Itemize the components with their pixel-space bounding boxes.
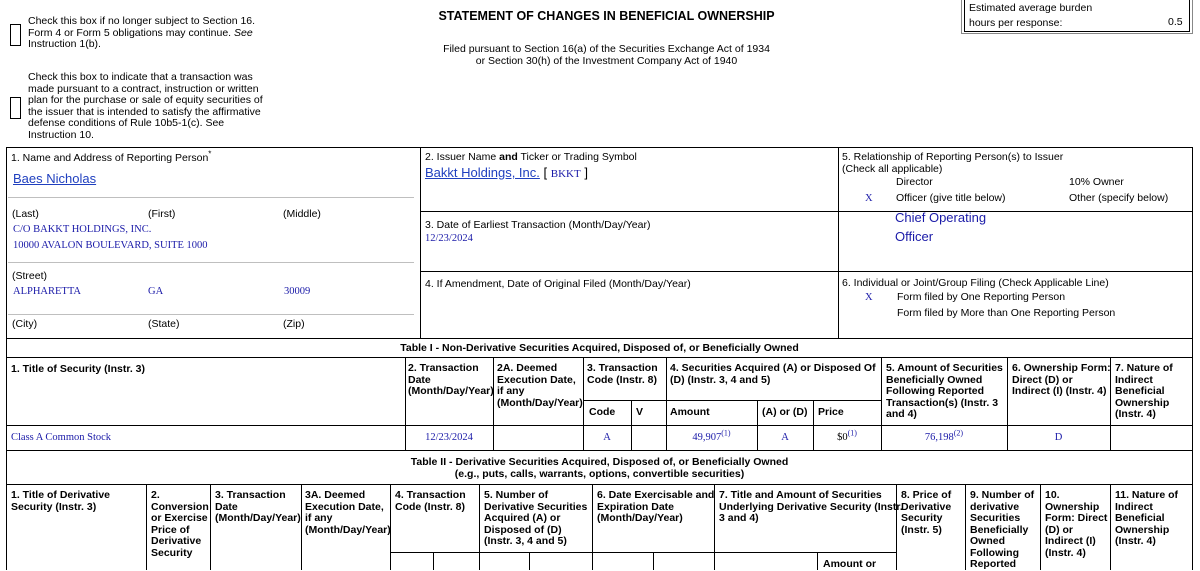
t2-col6-header: 6. Date Exercisable and Expiration Date (Month/Day/Year) bbox=[597, 489, 715, 524]
t1-col7-header: 7. Nature of Indirect Beneficial Ownership (Instr. 4) bbox=[1115, 362, 1173, 420]
section16-text: Check this box if no longer subject to Section 16. Form 4 or Form 5 obligations may continue. See Instruction 1(b). bbox=[28, 15, 256, 50]
t2-col9-header: 9. Number of derivative Securities Beneficially Owned Following Reported bbox=[970, 489, 1035, 570]
state-value: GA bbox=[148, 286, 164, 297]
first-label: (First) bbox=[148, 208, 176, 220]
one-reporting-person: Form filed by One Reporting Person bbox=[897, 291, 1066, 303]
t2-col11-header: 11. Nature of Indirect Beneficial Ownership (Instr. 4) bbox=[1115, 489, 1179, 547]
t1-sub-price: Price bbox=[818, 406, 844, 418]
officer-mark: X bbox=[865, 193, 873, 204]
rule10b5-checkbox[interactable] bbox=[10, 97, 21, 119]
t1-sub-code: Code bbox=[589, 406, 616, 418]
t2-col8-header: 8. Price of Derivative Security (Instr. 5) bbox=[901, 489, 952, 536]
box6-mark: X bbox=[865, 292, 873, 303]
state-label: (State) bbox=[148, 318, 180, 330]
last-label: (Last) bbox=[12, 208, 39, 220]
city-label: (City) bbox=[12, 318, 38, 330]
earliest-transaction-date: 12/23/2024 bbox=[425, 233, 473, 244]
zip-label: (Zip) bbox=[283, 318, 305, 330]
t2-col5-header: 5. Number of Derivative Securities Acquired (A) or Disposed of (D) (Instr. 3, 4 and 5) bbox=[484, 489, 588, 547]
box6-label: 6. Individual or Joint/Group Filing (Check Applicable Line) bbox=[842, 277, 1109, 289]
ticker-symbol: BKKT bbox=[550, 168, 581, 180]
t2-col2-header: 2. Conversion or Exercise Price of Derivative Security bbox=[151, 489, 209, 559]
t2-col3-header: 3. Transaction Date (Month/Day/Year) bbox=[215, 489, 301, 524]
table2-title: Table II - Derivative Securities Acquired, Disposed of, or Beneficially Owned (e.g., puts, calls, warrants, options, convertible securities) bbox=[410, 456, 789, 480]
ticker-close: ] bbox=[584, 165, 588, 180]
ten-pct-owner-label: 10% Owner bbox=[1069, 176, 1124, 188]
form-title: STATEMENT OF CHANGES IN BENEFICIAL OWNERSHIP bbox=[438, 9, 775, 23]
amount-value: 49,907$^{(1)}$ bbox=[692, 428, 731, 443]
price-value: $0$^{(1)}$ bbox=[837, 428, 857, 443]
t1-col2-header: 2. Transaction Date (Month/Day/Year) bbox=[408, 362, 494, 397]
t1-sub-aord: (A) or (D) bbox=[762, 406, 808, 418]
ownership-form: D bbox=[1054, 432, 1063, 443]
t2-col7-header: 7. Title and Amount of Securities Underlying Derivative Security (Instr. 3 and 4) bbox=[719, 489, 903, 524]
acquired-disposed: A bbox=[781, 432, 789, 443]
transaction-date: 12/23/2024 bbox=[425, 432, 473, 443]
t1-col1-header: 1. Title of Security (Instr. 3) bbox=[11, 363, 146, 375]
table1-title: Table I - Non-Derivative Securities Acquired, Disposed of, or Beneficially Owned bbox=[400, 342, 799, 354]
t1-col5-header: 5. Amount of Securities Beneficially Owned Following Reported Transaction(s) (Instr. 3 and 4) bbox=[886, 362, 1003, 420]
owned-following: 76,198$^{(2)}$ bbox=[924, 428, 964, 443]
filed-pursuant: Filed pursuant to Section 16(a) of the Securities Exchange Act of 1934 or Section 30(h) of the Investment Company Act of 1940 bbox=[443, 43, 770, 67]
street-label: (Street) bbox=[12, 270, 48, 282]
box3-label: 3. Date of Earliest Transaction (Month/Day/Year) bbox=[425, 219, 651, 231]
t1-col3-header: 3. Transaction Code (Instr. 8) bbox=[587, 362, 658, 386]
t1-sub-amount: Amount bbox=[670, 406, 710, 418]
ticker-open: [ bbox=[543, 165, 548, 180]
t2-col7-sub: Amount or bbox=[823, 558, 877, 570]
address-line1: C/O BAKKT HOLDINGS, INC. bbox=[13, 224, 152, 235]
box2-label: 2. Issuer Name and Ticker or Trading Symbol bbox=[425, 151, 637, 163]
officer-label: Officer (give title below) bbox=[896, 192, 1006, 204]
middle-label: (Middle) bbox=[283, 208, 321, 220]
officer-title: Chief Operating Officer bbox=[895, 210, 987, 244]
burden-value: 0.5 bbox=[1168, 16, 1183, 28]
t1-sub-v: V bbox=[636, 406, 644, 418]
t2-col3a-header: 3A. Deemed Execution Date, if any (Month/Day/Year) bbox=[305, 489, 391, 536]
transaction-code: A bbox=[603, 432, 611, 443]
t1-col6-header: 6. Ownership Form: Direct (D) or Indirect (I) (Instr. 4) bbox=[1012, 362, 1111, 397]
issuer-row bbox=[425, 165, 588, 180]
t2-col1-header: 1. Title of Derivative Security (Instr. 3) bbox=[11, 489, 111, 513]
box5-label: 5. Relationship of Reporting Person(s) to Issuer (Check all applicable) bbox=[842, 151, 1064, 175]
reporting-person-link[interactable]: Baes Nicholas bbox=[13, 171, 97, 186]
box4-label: 4. If Amendment, Date of Original Filed (Month/Day/Year) bbox=[425, 278, 691, 290]
t1-col4-header: 4. Securities Acquired (A) or Disposed Of (D) (Instr. 3, 4 and 5) bbox=[670, 362, 876, 386]
other-label: Other (specify below) bbox=[1069, 192, 1169, 204]
address-line2: 10000 AVALON BOULEVARD, SUITE 1000 bbox=[13, 240, 208, 251]
city-value: ALPHARETTA bbox=[13, 286, 81, 297]
rule10b5-text: Check this box to indicate that a transaction was made pursuant to a contract, instruction or written plan for the purchase or sale of equity securities of the issuer that is intended to satisfy the affirmative defense conditions of Rule 10b5-1(c). See Instruction 10. bbox=[28, 71, 263, 141]
t1-col2a-header: 2A. Deemed Execution Date, if any (Month/Day/Year) bbox=[497, 362, 583, 409]
t2-col4-header: 4. Transaction Code (Instr. 8) bbox=[395, 489, 466, 513]
t2-col10-header: 10. Ownership Form: Direct (D) or Indirect (I) (Instr. 4) bbox=[1045, 489, 1108, 559]
burden-label: Estimated average burden hours per response: bbox=[969, 2, 1093, 29]
more-reporting-persons: Form filed by More than One Reporting Person bbox=[897, 307, 1116, 319]
director-label: Director bbox=[896, 176, 933, 188]
security-title: Class A Common Stock bbox=[11, 432, 112, 443]
box1-label: 1. Name and Address of Reporting Person* bbox=[11, 149, 212, 164]
zip-value: 30009 bbox=[284, 286, 311, 297]
issuer-link[interactable]: Bakkt Holdings, Inc. bbox=[425, 165, 540, 180]
